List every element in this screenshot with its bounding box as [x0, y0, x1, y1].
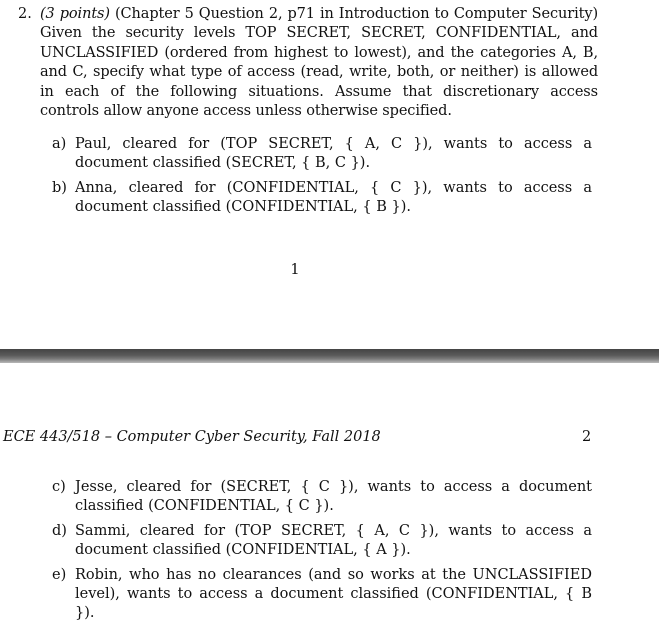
- page-2: [0, 363, 659, 622]
- question-number: 2.: [18, 6, 32, 22]
- question-points: (3 points): [40, 6, 110, 22]
- subquestion-b: [52, 179, 592, 218]
- page-number: 1: [290, 262, 300, 278]
- subquestion-label: d): [52, 522, 67, 539]
- running-header-page-number: 2: [582, 429, 592, 445]
- subquestion-list-page1: [52, 135, 592, 223]
- subquestion-text: Paul, cleared for (TOP SECRET, { A, C }), wants to access a document classified (SECRET, { B, C }).: [75, 136, 592, 172]
- page-divider: [0, 349, 659, 363]
- subquestion-text: Anna, cleared for (CONFIDENTIAL, { C }), wants to access a document classified (CONFIDENTIAL, { B }).: [75, 179, 592, 216]
- subquestion-label: a): [52, 136, 67, 152]
- subquestion-text: Robin, who has no clearances (and so works at the UNCLASSIFIED level), wants to access a document classified (CONFIDENTIAL, { B }).: [75, 566, 592, 622]
- question-text: [40, 5, 598, 121]
- subquestion-label: b): [52, 179, 67, 196]
- subquestion-text: Sammi, cleared for (TOP SECRET, { A, C }), wants to access a document classified (CONFIDENTIAL, { A }).: [75, 522, 592, 559]
- subquestion-label: e): [52, 566, 67, 583]
- question-body: (Chapter 5 Question 2, p71 in Introduction to Computer Security) Given the security levels TOP SECRET, SECRET, CONFIDENTIAL, and UNCLASSIFIED (ordered from highest to lowest), and the categories A, B, and C, specify what type of access (read, write, both, or neither) is allowed in each of the following situations. Assume that discretionary access controls allow anyone access unless otherwise specified.: [40, 6, 598, 120]
- subquestion-d: [52, 522, 592, 561]
- subquestion-e: [52, 566, 592, 624]
- subquestion-label: c): [52, 479, 66, 495]
- subquestion-c: [52, 478, 592, 517]
- subquestion-a: [52, 135, 592, 174]
- subquestion-text: Jesse, cleared for (SECRET, { C }), wants to access a document classified (CONFIDENTIAL, { C }).: [75, 479, 592, 515]
- subquestion-list-page2: [52, 478, 592, 629]
- question-2: [18, 5, 598, 121]
- running-header-title: ECE 443/518 – Computer Cyber Security, Fall 2018: [3, 429, 381, 445]
